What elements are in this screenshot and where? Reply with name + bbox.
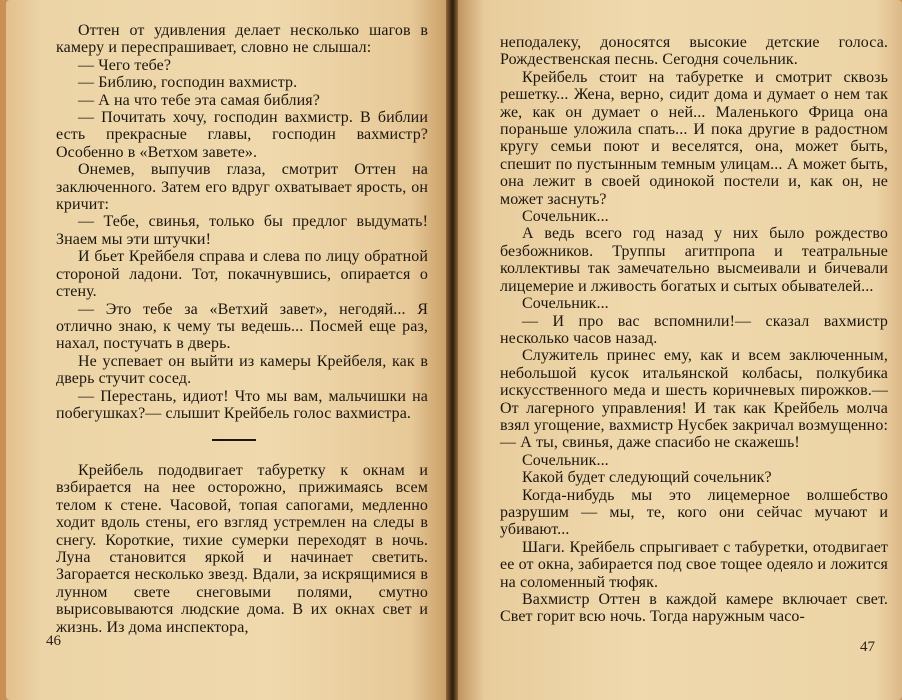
paragraph-continued: неподалеку, доносятся высокие детские голоса. Рождественская песнь. Сегодня сочельник. <box>500 34 888 69</box>
paragraph: Вахмистр Оттен в каждой камере включает свет. Свет горит всю ночь. Тогда наружным часо- <box>500 591 888 626</box>
paragraph: Шаги. Крейбель спрыгивает с табуретки, отодвигает ее от окна, забирается под свое тощее одеяло и ложится на соломенный тюфяк. <box>500 538 888 591</box>
paragraph: — Это тебе за «Ветхий завет», негодяй... Я отлично знаю, к чему ты ведешь... Посмей еще раз, нахал, постучать в дверь. <box>56 300 428 353</box>
paragraph: — Почитать хочу, господин вахмистр. В библии есть прекрасные главы, господин вахмистр? Особенно в «Ветхом завете». <box>56 109 428 161</box>
paragraph: — Тебе, свинья, только бы предлог выдумать! Знаем мы эти штучки! <box>56 213 428 248</box>
paragraph: — А на что тебе эта самая библия? <box>78 91 320 109</box>
paragraph: А ведь всего год назад у них было рождество безбожников. Труппы агитпропа и театральные коллективы так замечательно высмеивали и бичевали лицемерие и лживость богатых и сытых обывателей... <box>500 225 888 295</box>
paragraph: Сочельник... <box>522 451 609 469</box>
book-spine-gutter <box>446 0 458 700</box>
left-page <box>6 0 446 700</box>
right-page <box>458 0 902 700</box>
paragraph: — Перестань, идиот! Что мы вам, мальчишки на побегушках?— слышит Крейбель голос вахмистра. <box>56 387 428 422</box>
paragraph: Служитель принес ему, как и всем заключенным, небольшой кусок итальянской колбасы, полкубика искусственного меда и шесть коричневых пирожков.— От лагерного управления! И так как Крейбель молча взял угощение, вахмистр Нусбек закричал возмущенно:— А ты, свинья, даже спасибо не скажешь! <box>500 347 888 452</box>
right-page-text <box>500 34 888 626</box>
paragraph: — И про вас вспомнили!— сказал вахмистр несколько часов назад. <box>500 312 888 347</box>
paragraph: Онемев, выпучив глаза, смотрит Оттен на заключенного. Затем его вдруг охватывает ярость, он кричит: <box>56 161 428 214</box>
paragraph: Крейбель стоит на табуретке и смотрит сквозь решетку... Жена, верно, сидит дома и думает о нем так же, как он думает о ней... Маленького Фрица она пораньше уложила спать... И пока другие в радостном кругу семьи поют и веселятся, она, может быть, спешит по пустынным темным улицам... А может быть, она лежит в своей одинокой постели и, как он, не может заснуть? <box>500 68 888 208</box>
paragraph: — Чего тебе? <box>78 56 172 74</box>
paragraph: Какой будет следующий сочельник? <box>522 469 772 487</box>
page-number-left: 46 <box>46 633 61 649</box>
paragraph: Крейбель пододвигает табуретку к окнам и взбирается на нее осторожно, прижимаясь всем телом к стене. Часовой, топая сапогами, медленно ходит вдоль стены, его взгляд устремлен на следы в снегу. Короткие, тихие сумерки переходят в ночь. Луна становится яркой и начинает светить. Загорается несколько звезд. Вдали, за искрящимися в лунном свете снеговыми полями, смутно вырисовываются людские дома. В их окнах свет и жизнь. Из дома инспектора, <box>56 462 428 636</box>
paragraph: — Библию, господин вахмистр. <box>78 74 298 92</box>
paragraph: И бьет Крейбеля справа и слева по лицу обратной стороной ладони. Тот, покачнувшись, опирается о стену. <box>56 248 428 301</box>
paragraph: Сочельник... <box>522 208 609 226</box>
page-number-right: 47 <box>860 639 875 655</box>
left-page-text-section-1 <box>56 22 428 422</box>
paragraph: Когда-нибудь мы это лицемерное волшебство разрушим — мы, те, кого они сейчас мучают и убивают... <box>500 486 888 539</box>
paragraph: Не успевает он выйти из камеры Крейбеля, как в дверь стучит сосед. <box>56 352 428 388</box>
paragraph: Оттен от удивления делает несколько шагов в камеру и переспрашивает, словно не слышал: <box>56 22 428 57</box>
section-divider <box>212 439 256 441</box>
paragraph: Сочельник... <box>522 295 609 313</box>
left-page-text-section-2 <box>56 462 428 636</box>
